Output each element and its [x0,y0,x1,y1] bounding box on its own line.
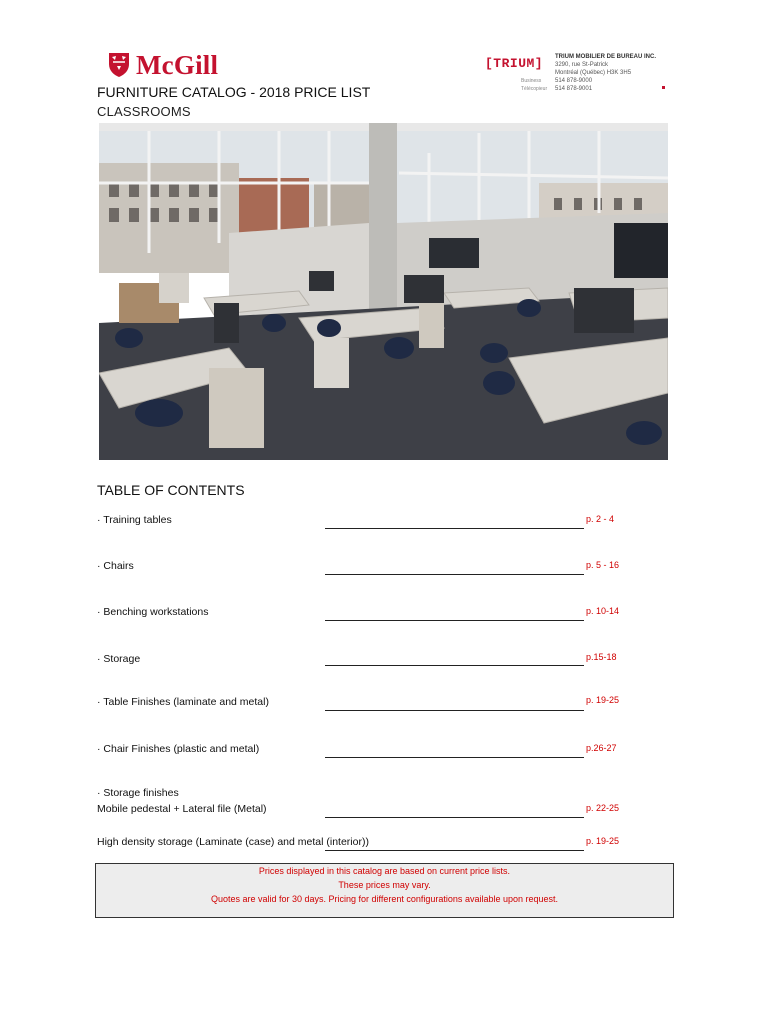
toc-leader-line [325,757,584,758]
toc-page-mobile-pedestal: p. 22-25 [586,803,620,813]
notice-line-2: These prices may vary. [338,880,431,890]
toc-leader-line [325,528,584,529]
toc-item-mobile-pedestal: Mobile pedestal + Lateral file (Metal) [97,803,267,815]
classroom-photo [99,123,668,460]
toc-item-high-density-storage: High density storage (Laminate (case) and metal (interior)) [97,836,369,848]
notice-line-1: Prices displayed in this catalog are based on current price lists. [258,866,511,876]
toc-item-storage: · Storage [97,653,141,665]
trium-address-line1: 3290, rue St-Patrick [555,62,609,68]
section-label: CLASSROOMS [97,104,191,119]
toc-item-table-finishes: · Table Finishes (laminate and metal) [97,696,269,708]
toc-item-chairs: · Chairs [97,560,134,572]
trium-phone-label: Business [521,78,542,84]
mcgill-shield-icon [108,52,130,78]
toc-page-storage: p.15-18 [586,652,617,662]
toc-page-table-finishes: p. 19-25 [586,695,620,705]
toc-item-benching: · Benching workstations [97,606,209,618]
toc-leader-line [325,710,584,711]
toc-page-training-tables: p. 2 - 4 [586,514,615,524]
trium-fax: 514 878-9001 [555,86,593,92]
trium-phone: 514 878-9000 [555,78,593,84]
toc-leader-line [325,850,584,851]
notice-line-3: Quotes are valid for 30 days. Pricing for different configurations available upon request. [210,894,559,904]
toc-leader-line [325,620,584,621]
toc-page-chairs: p. 5 - 16 [586,560,620,570]
toc-leader-line [325,817,584,818]
toc-item-chair-finishes: · Chair Finishes (plastic and metal) [97,743,260,755]
catalog-title [97,84,370,100]
mcgill-wordmark: McGill [136,49,219,80]
catalog-title-year: 2018 PRICE LIST [259,84,371,100]
catalog-title-main: FURNITURE CATALOG [97,84,247,100]
trium-logo: [TRIUM] [485,56,544,71]
trium-fax-label: Télécopieur [521,86,548,92]
toc-item-storage-finishes: · Storage finishes [97,787,179,799]
toc-page-benching: p. 10-14 [586,606,620,616]
price-notice-box [95,863,674,918]
trium-contact-block [521,53,671,93]
trium-accent-dot [662,86,665,89]
toc-item-training-tables: · Training tables [97,514,172,526]
trium-company-name: TRIUM MOBILIER DE BUREAU INC. [555,54,656,60]
toc-heading: TABLE OF CONTENTS [97,482,245,498]
toc-page-chair-finishes: p.26-27 [586,743,617,753]
toc-leader-line [325,574,584,575]
catalog-title-separator: - [246,84,260,100]
toc-page-high-density-storage: p. 19-25 [586,836,620,846]
mcgill-logo [108,51,218,79]
toc-leader-line [325,665,584,666]
trium-address-line2: Montréal (Québec) H3K 3H5 [555,70,632,76]
